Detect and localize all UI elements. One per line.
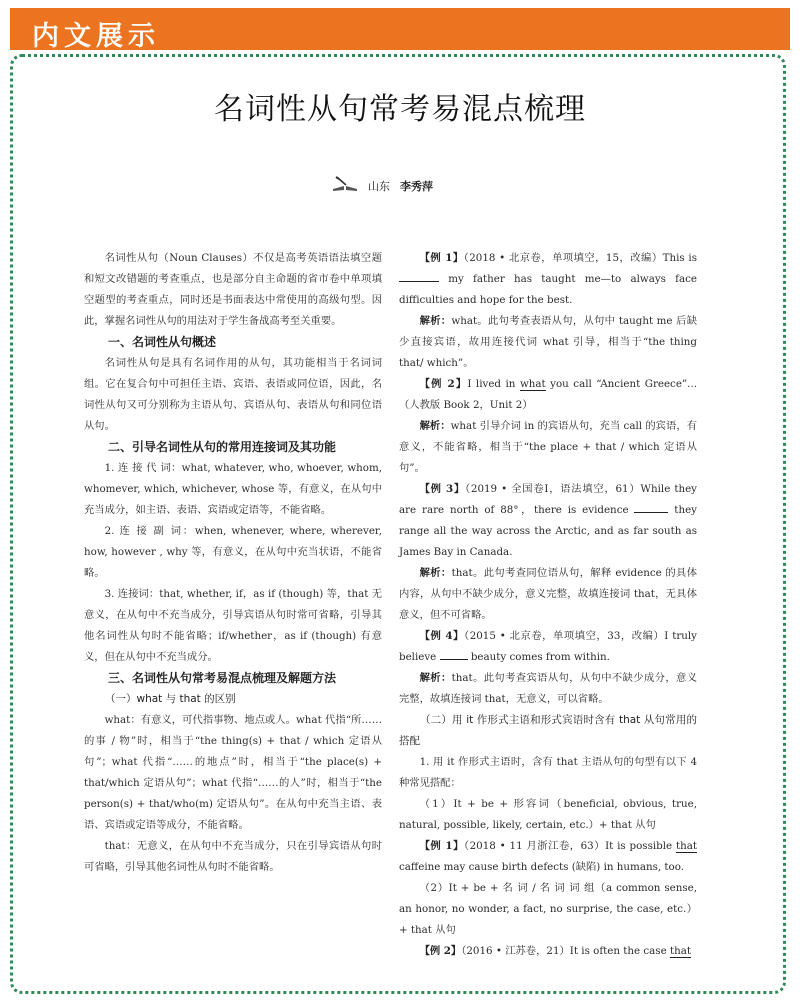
right-column	[399, 248, 697, 962]
subheading-what-that: （一）what 与 that 的区别	[105, 693, 236, 705]
connective-adverbs: 2. 连 接 副 词：when, whenever, where, wherever, how, however , why 等，有意义，在从句中充当状语，不能省略。	[84, 525, 382, 579]
article-title: 名词性从句常考易混点梳理	[214, 92, 586, 127]
header-bar	[10, 8, 790, 50]
answer-blank	[399, 269, 439, 282]
example-6-label: 【例 2】	[419, 945, 462, 957]
it-subject-intro: 1. 用 it 作形式主语时，含有 that 主语从句的句型有以下 4 种常见搭配：	[399, 756, 697, 789]
left-column	[84, 248, 382, 878]
example-5: 【例 1】（2018 • 11 月浙江卷，63）It is possible that caffeine may cause birth defects (缺陷) in humans, too.	[399, 840, 697, 873]
example-3: 【例 3】（2019 • 全国卷Ⅰ，语法填空，61）While they are rare north of 88°，there is evidence they range all the way across the Arctic, and as far south as James Bay in Canada.	[399, 483, 697, 558]
answer-blank	[440, 647, 468, 660]
that-explanation: that：无意义，在从句中不充当成分，只在引导宾语从句时可省略，引导其他名词性从句时不能省略。	[84, 840, 382, 873]
example-2-label: 【例 2】	[419, 378, 468, 390]
conjunctions: 3. 连接词：that, whether, if，as if (though) 等，that 无意义，在从句中不充当成分，引导宾语从句时常可省略，引导其他名词性从句时不能省略；if/whether，as if (though) 有意义，但在从句中不充当成分。	[84, 588, 382, 663]
example-3-label: 【例 3】	[419, 483, 465, 495]
byline	[332, 176, 433, 195]
section-heading-1: 一、名词性从句概述	[108, 335, 217, 349]
section-heading-2: 二、引导名词性从句的常用连接词及其功能	[108, 440, 337, 454]
byline-author: 李秀萍	[400, 179, 433, 193]
section-1-text: 名词性从句是具有名词作用的从句，其功能相当于名词词组。它在复合句中可担任主语、宾语、表语或同位语，因此，名词性从句又可分别称为主语从句、宾语从句、表语从句和同位语从句。	[84, 357, 382, 432]
subheading-it-that: （二）用 it 作形式主语和形式宾语时含有 that 从句常用的搭配	[399, 714, 697, 747]
example-6: 【例 2】（2016 • 江苏卷，21）It is often the case that	[419, 945, 692, 957]
answer-blank	[634, 500, 668, 513]
what-explanation: what：有意义，可代指事物、地点或人。what 代指“所……的事 / 物”时，相当于“the thing(s) + that / which 定语从句”；what 代指“……的地点”时，相当于“the place(s) + that/which 定语从句”；what 代指“……的人”时，相当于“the person(s) + that/who(m) 定语从句”。在从句中充当主语、表语、宾语或定语等成分，不能省略。	[84, 714, 382, 831]
example-5-label: 【例 1】	[419, 840, 464, 852]
pen-book-icon	[332, 176, 358, 195]
analysis-2: 解析：what 引导介词 in 的宾语从句，充当 call 的宾语，有意义，不能省略，相当于“the place + that / which 定语从句”。	[399, 420, 697, 474]
analysis-4: 解析：that。此句考查宾语从句，从句中不缺少成分，意义完整，故填连接词 that，无意义，可以省略。	[399, 672, 698, 705]
example-4: 【例 4】（2015 • 北京卷，单项填空，33，改编）I truly believe beauty comes from within.	[399, 630, 698, 663]
analysis-3: 解析：that。此句考查同位语从句，解释 evidence 的具体内容，从句中不缺少成分，意义完整，故填连接词 that，无具体意义，但不可省略。	[399, 567, 698, 621]
pattern-2: （2）It + be + 名 词 / 名 词 词 组（a common sense, an honor, no wonder, a fact, no surprise, the case, etc.）+ that 从句	[399, 882, 697, 936]
example-4-label: 【例 4】	[419, 630, 464, 642]
analysis-1: 解析：what。此句考查表语从句，从句中 taught me 后缺少直接宾语，故用连接代词 what 引导，相当于“the thing that/ which”。	[399, 315, 698, 369]
example-2: 【例 2】I lived in what you call “Ancient Greece”...（人教版 Book 2，Unit 2）	[399, 378, 698, 411]
example-1: 【例 1】（2018 • 北京卷，单项填空，15，改编）This is my father has taught me—to always face difficulties and hope for the best.	[399, 252, 697, 306]
example-1-label: 【例 1】	[419, 252, 464, 264]
pattern-1: （1）It + be + 形容词（beneficial, obvious, true, natural, possible, likely, certain, etc.）+ that 从句	[399, 798, 697, 831]
byline-region: 山东	[368, 179, 390, 193]
header-title: 内文展示	[32, 21, 160, 52]
connective-pronouns: 1. 连 接 代 词：what, whatever, who, whoever, whom, whomever, which, whichever, whose 等，有意义，在从句中充当成分，如主语、表语、宾语或定语等，不能省略。	[84, 462, 382, 516]
intro-paragraph: 名词性从句（Noun Clauses）不仅是高考英语语法填空题和短文改错题的考查重点，也是部分自主命题的省市卷中单项填空题型的考查重点，同时还是书面表达中常使用的高级句型。因此，掌握名词性从句的用法对于学生备战高考至关重要。	[84, 252, 382, 327]
section-heading-3: 三、名词性从句常考易混点梳理及解题方法	[108, 671, 337, 685]
